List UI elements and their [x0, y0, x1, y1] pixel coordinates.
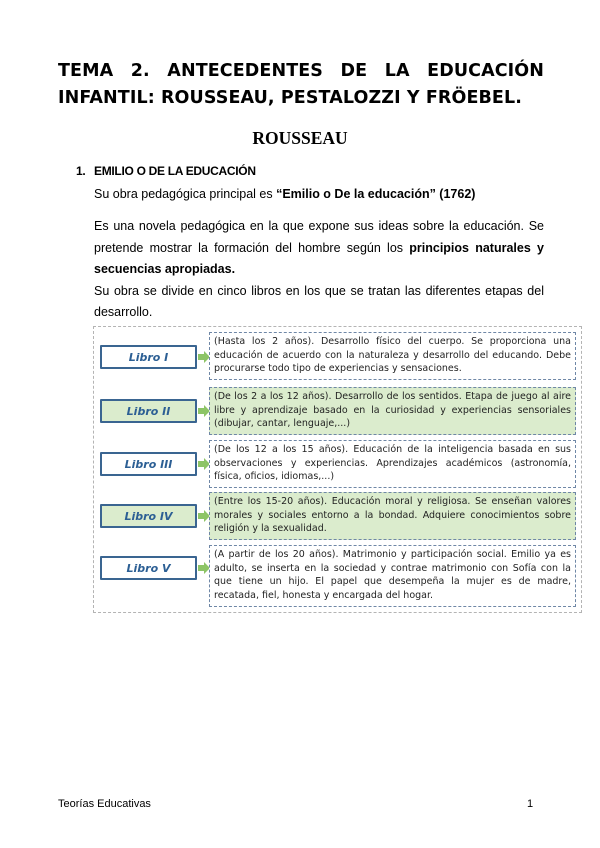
paragraph-line-1: Es una novela pedagógica en la que expone sus ideas sobre la educación. Se	[94, 219, 544, 233]
paragraph-line-3-bold: secuencias apropiadas.	[94, 262, 236, 276]
books-diagram	[93, 326, 582, 613]
title-line-1: TEMA 2. ANTECEDENTES DE LA EDUCACIÓN	[58, 61, 544, 81]
book-label-5: Libro V	[100, 556, 197, 580]
subsection-label: EMILIO O DE LA EDUCACIÓN	[94, 164, 256, 178]
footer-page-number: 1	[527, 798, 534, 810]
book-description-5: (A partir de los 20 años). Matrimonio y participación social. Emilio ya es adulto, se inserta en la sociedad y contrae matrimonio con Sofía con la que tiene un hijo. El papel que desempeña la mujer es de madre, recatada, fiel, honesta y encargada del hogar.	[209, 545, 576, 607]
document-title	[58, 58, 544, 112]
subsection-title	[76, 164, 256, 178]
subsection-number: 1.	[76, 164, 86, 178]
intro-prefix: Su obra pedagógica principal es	[94, 187, 277, 201]
paragraph-line-4: Su obra se divide en cinco libros en los que se tratan las diferentes etapas del	[94, 283, 544, 298]
book-label-3: Libro III	[100, 452, 197, 476]
book-label-2: Libro II	[100, 399, 197, 423]
book-description-3: (De los 12 a los 15 años). Educación de la inteligencia basada en sus observaciones y experiencias. Aprendizajes académicos (astronomía, física, oficios, idiomas,...)	[209, 440, 576, 488]
title-line-2: INFANTIL: ROUSSEAU, PESTALOZZI Y FRÖEBEL.	[58, 88, 522, 108]
body-paragraph	[94, 216, 544, 324]
intro-sentence	[94, 187, 475, 201]
paragraph-line-2	[94, 238, 544, 260]
book-label-4: Libro IV	[100, 504, 197, 528]
book-description-1: (Hasta los 2 años). Desarrollo físico del cuerpo. Se proporciona una educación de acuerdo con la naturaleza y desarrollo del educando. Debe procurarse todo tipo de experiencias y sensaciones.	[209, 332, 576, 380]
book-description-2: (De los 2 a los 12 años). Desarrollo de los sentidos. Etapa de juego al aire libre y aprendizaje basado en la curiosidad y experiencias sensoriales (dibujar, cantar, lenguaje,...)	[209, 387, 576, 435]
paragraph-line-2-text: pretende mostrar la formación del hombre según los	[94, 240, 410, 255]
book-label-1: Libro I	[100, 345, 197, 369]
paragraph-line-2-bold: principios naturales y	[409, 240, 544, 255]
paragraph-line-5: desarrollo.	[94, 305, 153, 319]
section-heading: ROUSSEAU	[252, 128, 348, 148]
intro-work-title: “Emilio o De la educación” (1762)	[276, 187, 476, 201]
book-description-4: (Entre los 15-20 años). Educación moral y religiosa. Se enseñan valores morales y sociales entorno a la bondad. Adquiere conocimientos sobre religión y la sexualidad.	[209, 492, 576, 540]
footer-course-name: Teorías Educativas	[58, 798, 151, 810]
paragraph-line-3	[94, 259, 544, 281]
